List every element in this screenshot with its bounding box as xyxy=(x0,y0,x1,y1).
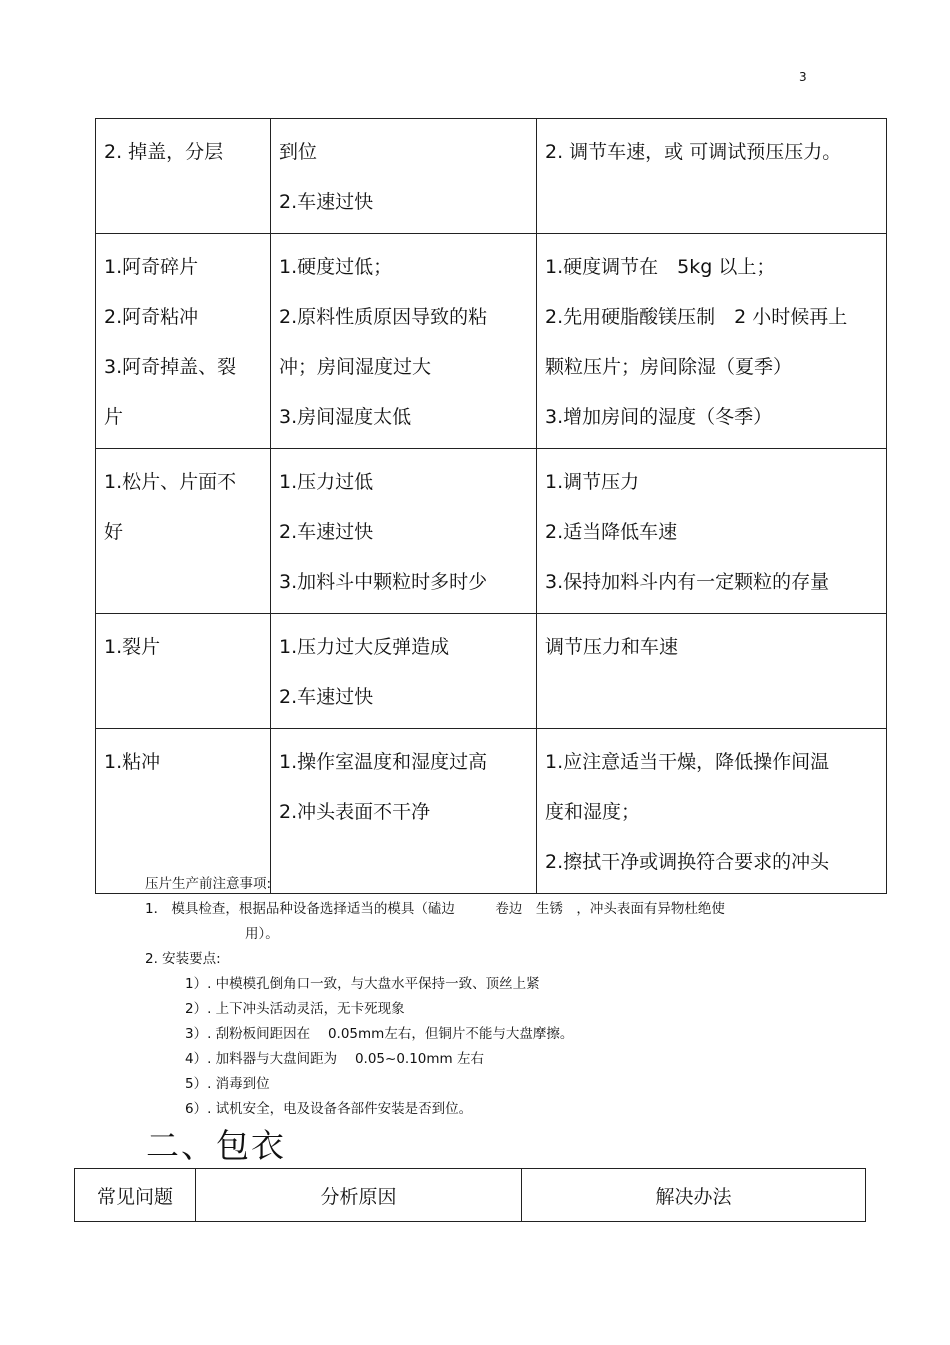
cause-line: 2.车速过快 xyxy=(279,191,374,213)
notes-item-1-continued: 用）。 xyxy=(245,926,279,942)
problem-line: 片 xyxy=(104,406,124,428)
notes-subitem: 3）. 刮粉板间距因在 0.05mm左右，但铜片不能与大盘摩擦。 xyxy=(185,1026,574,1042)
cell-solution xyxy=(537,234,887,449)
problem-line: 好 xyxy=(104,521,124,543)
problem-line: 2.阿奇粘冲 xyxy=(104,306,199,328)
solution-line: 调节压力和车速 xyxy=(545,636,679,658)
header-cell-problem: 常见问题 xyxy=(75,1169,196,1222)
cell-solution xyxy=(537,119,887,234)
troubleshooting-table-body xyxy=(96,119,887,894)
solution-line: 1.应注意适当干燥，降低操作间温 xyxy=(545,751,830,773)
table-row xyxy=(96,729,887,894)
table-row xyxy=(96,614,887,729)
solution-line: 1.调节压力 xyxy=(545,471,640,493)
notes-heading: 压片生产前注意事项: xyxy=(145,876,272,892)
cell-solution xyxy=(537,729,887,894)
table-row xyxy=(96,449,887,614)
cause-line: 2.冲头表面不干净 xyxy=(279,801,431,823)
notes-item-1: 1． 模具检查，根据品种设备选择适当的模具（磕边 卷边 生锈 ，冲头表面有异物杜绝使 xyxy=(145,901,725,917)
problem-line: 1.裂片 xyxy=(104,636,161,658)
solution-line: 2. 调节车速，或 可调试预压压力。 xyxy=(545,141,842,163)
header-cell-cause: 分析原因 xyxy=(196,1169,522,1222)
problem-line: 1.粘冲 xyxy=(104,751,161,773)
cell-problem xyxy=(96,729,271,894)
cell-problem xyxy=(96,614,271,729)
notes-subitem: 6）. 试机安全，电及设备各部件安装是否到位。 xyxy=(185,1101,473,1117)
cause-line: 3.房间湿度太低 xyxy=(279,406,412,428)
cause-line: 1.硬度过低； xyxy=(279,256,393,278)
cell-problem xyxy=(96,234,271,449)
table-row xyxy=(96,119,887,234)
problem-line: 1.阿奇碎片 xyxy=(104,256,199,278)
solution-line: 3.保持加料斗内有一定颗粒的存量 xyxy=(545,571,830,593)
notes-subitem: 1）. 中模模孔倒角口一致，与大盘水平保持一致、顶丝上紧 xyxy=(185,976,540,992)
solution-line: 2.适当降低车速 xyxy=(545,521,678,543)
solution-line: 颗粒压片；房间除湿（夏季） xyxy=(545,356,793,378)
cause-line: 1.操作室温度和湿度过高 xyxy=(279,751,488,773)
troubleshooting-table xyxy=(95,118,887,894)
cell-solution xyxy=(537,614,887,729)
cell-problem xyxy=(96,119,271,234)
solution-line: 度和湿度； xyxy=(545,801,641,823)
notes-block xyxy=(145,872,725,1122)
cell-problem xyxy=(96,449,271,614)
cell-cause xyxy=(271,234,537,449)
solution-line: 1.硬度调节在 5kg 以上； xyxy=(545,256,776,278)
cause-line: 3.加料斗中颗粒时多时少 xyxy=(279,571,488,593)
cause-line: 冲；房间湿度过大 xyxy=(279,356,432,378)
problem-line: 1.松片、片面不 xyxy=(104,471,237,493)
cell-cause xyxy=(271,119,537,234)
notes-subitem: 4）. 加料器与大盘间距为 0.05~0.10mm 左右 xyxy=(185,1051,484,1067)
solution-line: 2.擦拭干净或调换符合要求的冲头 xyxy=(545,851,830,873)
header-row xyxy=(75,1169,866,1222)
header-cell-solution: 解决办法 xyxy=(522,1169,866,1222)
cause-line: 2.车速过快 xyxy=(279,521,374,543)
coating-table-header xyxy=(74,1168,866,1222)
table-row xyxy=(96,234,887,449)
page-number: 3 xyxy=(799,70,807,84)
solution-line: 2.先用硬脂酸镁压制 2 小时候再上 xyxy=(545,306,848,328)
notes-item-2-heading: 2. 安装要点: xyxy=(145,951,221,967)
cause-line: 1.压力过低 xyxy=(279,471,374,493)
cause-line: 到位 xyxy=(279,141,318,163)
cause-line: 2.车速过快 xyxy=(279,686,374,708)
cell-cause xyxy=(271,449,537,614)
problem-line: 2. 掉盖，分层 xyxy=(104,141,224,163)
cell-cause xyxy=(271,729,537,894)
solution-line: 3.增加房间的湿度（冬季） xyxy=(545,406,773,428)
problem-line: 3.阿奇掉盖、裂 xyxy=(104,356,237,378)
cell-cause xyxy=(271,614,537,729)
cause-line: 1.压力过大反弹造成 xyxy=(279,636,450,658)
notes-subitem: 5）. 消毒到位 xyxy=(185,1076,270,1092)
section-title: 二、包衣 xyxy=(146,1126,286,1165)
cause-line: 2.原料性质原因导致的粘 xyxy=(279,306,488,328)
cell-solution xyxy=(537,449,887,614)
notes-subitem: 2）. 上下冲头活动灵活，无卡死现象 xyxy=(185,1001,405,1017)
